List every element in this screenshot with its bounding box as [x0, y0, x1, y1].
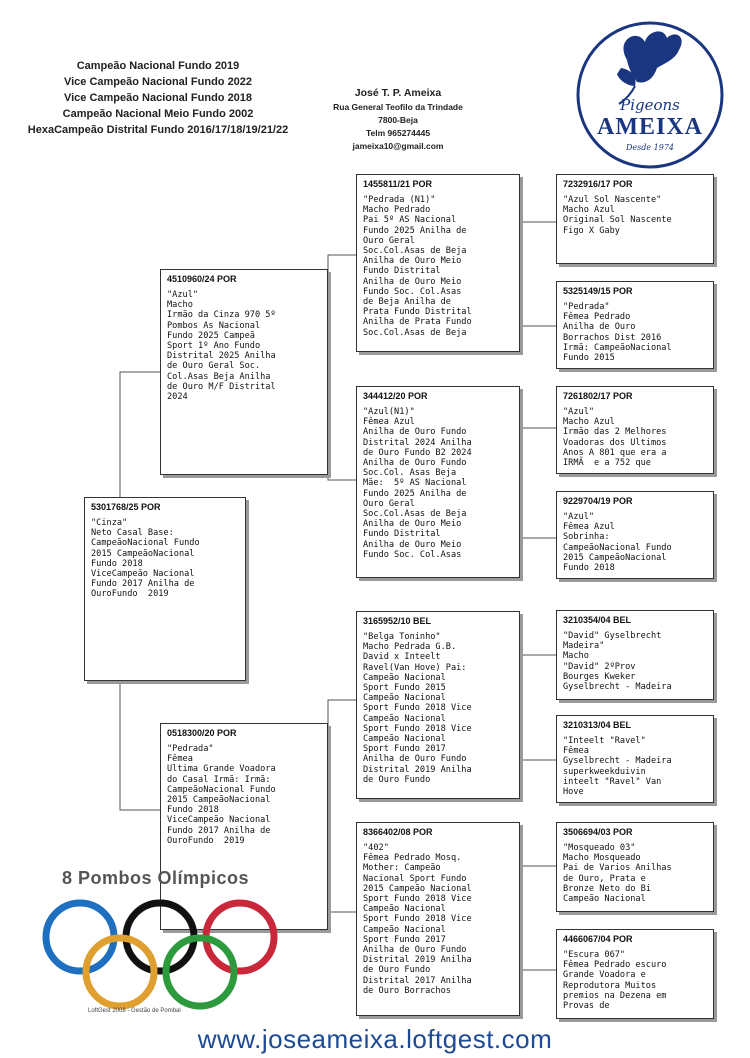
ring-black — [126, 903, 194, 971]
bird-description: "Escura 067" Fêmea Pedrado escuro Grande Voadora e Reprodutora Muitos premios na Dezena em Provas de — [563, 950, 667, 1012]
pedigree-card-subject[interactable] — [84, 497, 246, 681]
ring-number: 1455811/21 POR — [363, 179, 433, 189]
pedigree-card-dam-sire[interactable] — [356, 611, 520, 799]
bird-description: "Azul Sol Nascente" Macho Azul Original Sol Nascente Figo X Gaby — [563, 195, 672, 236]
pedigree-card-sire-sire[interactable] — [356, 174, 520, 352]
ring-red — [206, 903, 274, 971]
pedigree-card-ds-sire[interactable] — [556, 610, 714, 700]
pedigree-card-dd-dam[interactable] — [556, 929, 714, 1019]
bird-description: "Pedrada" Fêmea Ultima Grande Voadora do Casal Irmã: Irmã: CampeãoNacional Fundo 2015 CampeãoNacional Fundo 2018 ViceCampeão Nacional Fundo 2017 Anilha de OuroFundo 2019 — [167, 744, 276, 846]
ring-number: 3165952/10 BEL — [363, 616, 432, 626]
website-link[interactable]: www.joseameixa.loftgest.com — [197, 1024, 553, 1054]
ring-number: 3506694/03 POR — [563, 827, 633, 837]
ring-number: 5301768/25 POR — [91, 502, 161, 512]
achievement-line: HexaCampeão Distrital Fundo 2016/17/18/19/21/22 — [27, 124, 289, 136]
bird-description: "Azul(N1)" Fêmea Azul Anilha de Ouro Fundo Distrital 2024 Anilha de Ouro Fundo B2 2024 Anilha de Ouro Fundo Soc.Col. Asas Beja Mãe: 5º AS Nacional Fundo 2025 Anilha de Ouro Geral Soc.Col.Asas de Beja Anilha de Ouro Meio Fundo Distrital Anilha de Ouro Meio Fundo Soc. Col.Asas — [363, 407, 472, 560]
olympic-rings-icon — [40, 892, 285, 1022]
achievement-line: Vice Campeão Nacional Fundo 2022 — [63, 76, 253, 88]
ring-number: 344412/20 POR — [363, 391, 428, 401]
bird-description: "Azul" Macho Irmão da Cinza 970 5º Pombos As Nacional Fundo 2025 Campeã Sport 1º Ano Fundo Distrital 2025 Anilha de Ouro Geral Soc. Col.Asas Beja Anilha de Ouro M/F Distrital 2024 — [167, 290, 276, 403]
pedigree-card-ss-sire[interactable] — [556, 174, 714, 264]
ring-number: 3210354/04 BEL — [563, 615, 632, 625]
bird-description: "Azul" Fêmea Azul Sobrinha: CampeãoNacional Fundo 2015 CampeãoNacional Fundo 2018 — [563, 512, 672, 574]
bird-description: "Pedrada (N1)" Macho Pedrado Pai 5º AS Nacional Fundo 2025 Anilha de Ouro Geral Soc.Col.Asas de Beja Anilha de Ouro Meio Fundo Distrital Anilha de Ouro Meio Fundo Soc. Col.Asas de Beja Anilha de Prata Fundo Distrital Anilha de Prata Fundo Soc.Col.Asas de Beja — [363, 195, 472, 338]
bird-description: "Pedrada" Fêmea Pedrado Anilha de Ouro Borrachos Dist 2016 Irmã: CampeãoNacional Fundo 2015 — [563, 302, 672, 364]
bird-description: "Mosqueado 03" Macho Mosqueado Pai de Varios Anilhas de Ouro, Prata e Bronze Neto do Bi Campeão Nacional — [563, 843, 672, 905]
bird-description: "402" Fêmea Pedrado Mosq. Mother: Campeão Nacional Sport Fundo 2015 Campeão Nacional Sport Fundo 2018 Vice Campeão Nacional Sport Fundo 2018 Vice Campeão Nacional Sport Fundo 2017 Anilha de Ouro Fundo Distrital 2019 Anilha de Ouro Fundo Distrital 2017 Anilha de Ouro Borrachos — [363, 843, 472, 996]
achievement-line: Campeão Nacional Meio Fundo 2002 — [62, 108, 254, 120]
owner-postal: 7800-Beja — [378, 115, 418, 125]
ring-number: 7261802/17 POR — [563, 391, 633, 401]
pedigree-card-dd-sire[interactable] — [556, 822, 714, 912]
ring-number: 4466067/04 POR — [563, 934, 633, 944]
ring-number: 8366402/08 POR — [363, 827, 433, 837]
ring-green — [166, 938, 234, 1006]
ring-number: 7232916/17 POR — [563, 179, 633, 189]
owner-street: Rua General Teofilo da Trindade — [333, 102, 463, 112]
ring-blue — [46, 903, 114, 971]
owner-name: José T. P. Ameixa — [354, 87, 442, 99]
ring-number: 0518300/20 POR — [167, 728, 237, 738]
loft-credit: LoftGest 2008 - Gestão de Pombal — [88, 1008, 181, 1014]
bird-description: "David" Gyselbrecht Madeira" Macho "David" 2ºProv Bourges Kweker Gyselbrecht - Madeira — [563, 631, 672, 693]
owner-phone: Telm 965274445 — [365, 128, 431, 138]
logo-main-text: AMEIXA — [597, 114, 703, 140]
ring-yellow — [86, 938, 154, 1006]
logo-script-text: Pigeons — [620, 96, 680, 114]
bird-description: "Cinza" Neto Casal Base: CampeãoNacional Fundo 2015 CampeãoNacional Fundo 2018 ViceCampeão Nacional Fundo 2017 Anilha de OuroFundo 2019 — [91, 518, 200, 600]
ring-number: 5325149/15 POR — [563, 286, 633, 296]
pedigree-card-sd-sire[interactable] — [556, 386, 714, 474]
bird-description: "Belga Toninho" Macho Pedrada G.B. David x Inteelt Ravel(Van Hove) Pai: Campeão Nacional Sport Fundo 2015 Campeão Nacional Sport Fundo 2018 Vice Campeão Nacional Sport Fundo 2018 Vice Campeão Nacional Sport Fundo 2017 Anilha de Ouro Fundo Distrital 2019 Anilha de Ouro Fundo — [363, 632, 472, 785]
pedigree-card-ss-dam[interactable] — [556, 281, 714, 369]
pedigree-card-dam-dam[interactable] — [356, 822, 520, 1016]
pedigree-card-sd-dam[interactable] — [556, 491, 714, 579]
bird-description: "Azul" Macho Azul Irmão das 2 Melhores Voadoras dos Ultimos Anos A 801 que era a IRMÃ e a 752 que — [563, 407, 667, 469]
pedigree-card-ds-dam[interactable] — [556, 715, 714, 803]
pedigree-card-sire[interactable] — [160, 269, 328, 475]
ring-number: 9229704/19 POR — [563, 496, 633, 506]
bird-description: "Inteelt "Ravel" Fêmea Gyselbrecht - Madeira superkweekduivin inteelt "Ravel" Van Hove — [563, 736, 672, 798]
achievement-line: Campeão Nacional Fundo 2019 — [76, 60, 240, 72]
ring-number: 3210313/04 BEL — [563, 720, 632, 730]
olympic-title: 8 Pombos Olímpicos — [62, 868, 250, 888]
owner-email[interactable]: jameixa10@gmail.com — [352, 141, 444, 151]
pedigree-card-sire-dam[interactable] — [356, 386, 520, 578]
achievement-line: Vice Campeão Nacional Fundo 2018 — [63, 92, 253, 104]
ring-number: 4510960/24 POR — [167, 274, 237, 284]
logo-since-text: Desde 1974 — [625, 143, 674, 152]
